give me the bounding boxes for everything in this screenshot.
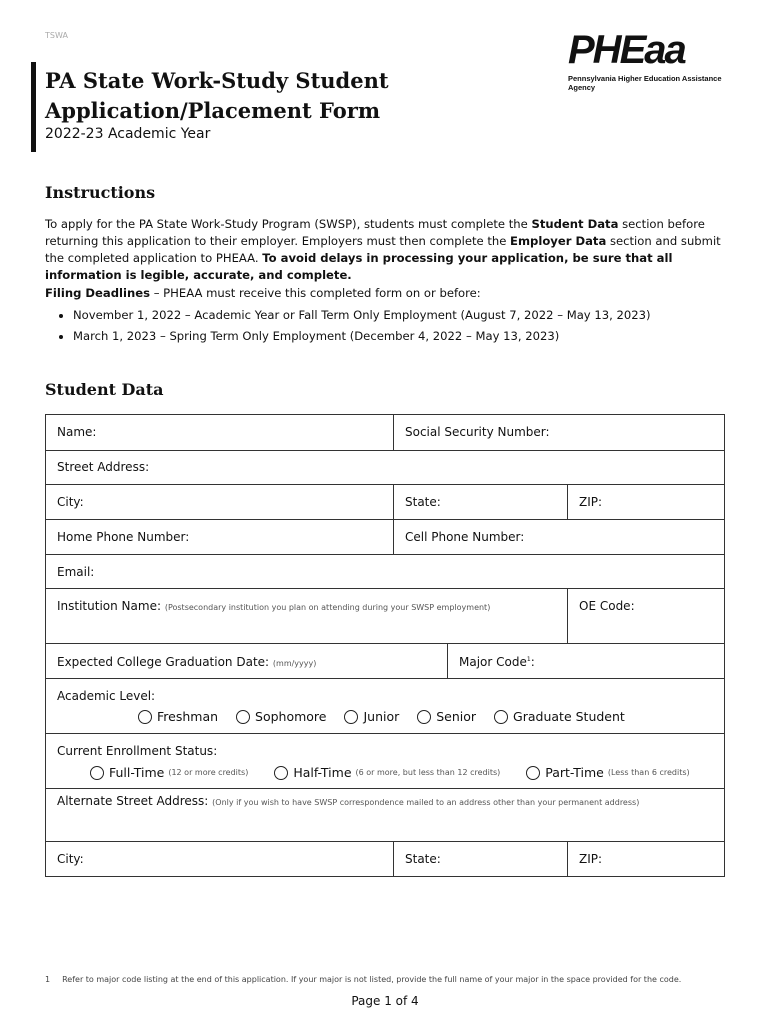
oe-code-field[interactable]: OE Code: bbox=[567, 589, 724, 643]
major-code-field[interactable]: Major Code$^1$: bbox=[447, 644, 724, 678]
deadline-item: • November 1, 2022 – Academic Year or Fall Term Only Employment (August 7, 2022 – May 13, 2023) bbox=[73, 307, 730, 324]
student-data-heading: Student Data bbox=[45, 380, 164, 399]
radio-freshman[interactable]: Freshman bbox=[138, 709, 218, 724]
academic-level-label: Academic Level: bbox=[57, 689, 156, 703]
title-line-2: Application/Placement Form bbox=[45, 98, 381, 123]
radio-half-time[interactable]: Half-Time (6 or more, but less than 12 credits) bbox=[274, 765, 500, 780]
city-field[interactable]: City: bbox=[57, 495, 84, 509]
radio-junior[interactable]: Junior bbox=[344, 709, 399, 724]
zip-field[interactable]: ZIP: bbox=[567, 485, 724, 519]
academic-level-group bbox=[138, 709, 639, 727]
radio-full-time[interactable]: Full-Time (12 or more credits) bbox=[90, 765, 248, 780]
radio-circle-icon bbox=[526, 766, 540, 780]
institution-field[interactable]: Institution Name: (Postsecondary institution you plan on attending during your SWSP employment) bbox=[57, 599, 491, 613]
form-code: TSWA bbox=[45, 31, 68, 40]
footnote: 1 Refer to major code listing at the end of this application. If your major is not listed, provide the full name of your major in the space provided for the code. bbox=[45, 975, 682, 984]
page-title bbox=[45, 66, 389, 126]
title-bar bbox=[31, 62, 36, 152]
radio-circle-icon bbox=[344, 710, 358, 724]
enrollment-label: Current Enrollment Status: bbox=[57, 744, 218, 758]
instructions-body: To apply for the PA State Work-Study Program (SWSP), students must complete the Student Data section before returning this application to their employer. Employers must then complete the Employer Data section and submit the completed application to PHEAA. To avoid delays in processing your application, be sure that all information is legible, accurate, and complete. Filing Deadlines – PHEAA must receive this completed form on or before: • November 1, 2022 – Academic Year or Fall Term Only Employment (August 7, 2022 – May 13, 2023) • March 1, 2023 – Spring Term Only Employment (December 4, 2022 – May 13, 2023) bbox=[45, 216, 730, 349]
street-address-field[interactable]: Street Address: bbox=[57, 460, 150, 474]
alt-zip-field[interactable]: ZIP: bbox=[567, 842, 724, 876]
radio-graduate[interactable]: Graduate Student bbox=[494, 709, 625, 724]
radio-sophomore[interactable]: Sophomore bbox=[236, 709, 326, 724]
pheaa-logo bbox=[568, 28, 733, 92]
cell-phone-field[interactable]: Cell Phone Number: bbox=[393, 520, 724, 554]
radio-circle-icon bbox=[138, 710, 152, 724]
ssn-field[interactable]: Social Security Number: bbox=[393, 415, 724, 450]
radio-senior[interactable]: Senior bbox=[417, 709, 476, 724]
state-field[interactable]: State: bbox=[393, 485, 567, 519]
student-data-form bbox=[45, 414, 725, 877]
name-field[interactable]: Name: bbox=[57, 425, 97, 439]
radio-part-time[interactable]: Part-Time (Less than 6 credits) bbox=[526, 765, 689, 780]
alt-address-field[interactable]: Alternate Street Address: (Only if you wish to have SWSP correspondence mailed to an address other than your permanent address) bbox=[57, 794, 640, 808]
deadline-list bbox=[45, 307, 730, 345]
logo-tagline: Pennsylvania Higher Education Assistance Agency bbox=[568, 74, 722, 92]
alt-city-field[interactable]: City: bbox=[57, 852, 84, 866]
radio-circle-icon bbox=[417, 710, 431, 724]
grad-date-field[interactable]: Expected College Graduation Date: (mm/yyyy) bbox=[57, 655, 317, 669]
logo-wordmark: PHEaa bbox=[568, 28, 685, 72]
deadline-item: • March 1, 2023 – Spring Term Only Employment (December 4, 2022 – May 13, 2023) bbox=[73, 328, 730, 345]
radio-circle-icon bbox=[90, 766, 104, 780]
home-phone-field[interactable]: Home Phone Number: bbox=[57, 530, 190, 544]
instructions-heading: Instructions bbox=[45, 183, 156, 202]
radio-circle-icon bbox=[236, 710, 250, 724]
title-line-1: PA State Work-Study Student bbox=[45, 68, 389, 93]
radio-circle-icon bbox=[274, 766, 288, 780]
email-field[interactable]: Email: bbox=[57, 565, 95, 579]
academic-year: 2022-23 Academic Year bbox=[45, 126, 211, 142]
radio-circle-icon bbox=[494, 710, 508, 724]
page-number: Page 1 of 4 bbox=[351, 994, 419, 1008]
alt-state-field[interactable]: State: bbox=[393, 842, 567, 876]
enrollment-group bbox=[90, 765, 704, 783]
